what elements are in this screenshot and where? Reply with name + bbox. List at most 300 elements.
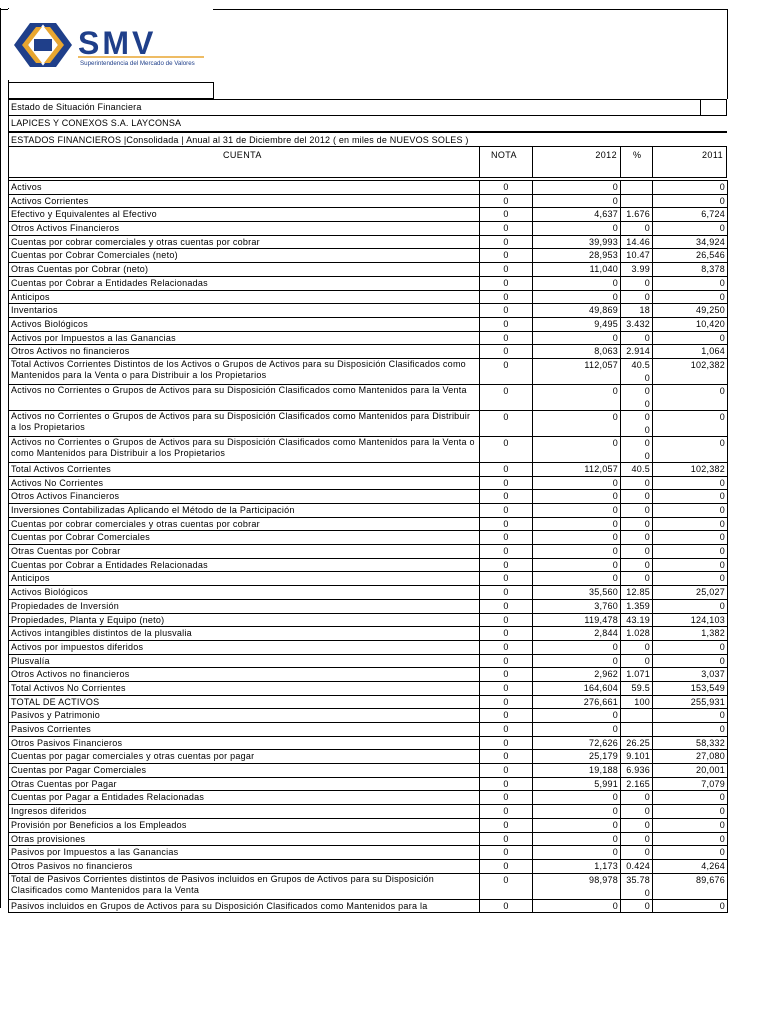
value-2012-cell: 0 xyxy=(533,791,621,805)
account-name-cell: Cuentas por Cobrar Comerciales (neto) xyxy=(9,249,480,263)
account-name-cell: Plusvalía xyxy=(9,654,480,668)
value-2011-cell: 102,382 xyxy=(653,462,728,476)
smv-emblem-icon xyxy=(14,23,72,67)
account-name-cell: Total de Pasivos Corrientes distintos de Pasivos incluidos en Grupos de Activos para su Disposición Clasificados como Mantenidos para la Venta xyxy=(9,873,480,899)
table-row xyxy=(9,586,728,600)
note-cell: 0 xyxy=(480,558,533,572)
percent-sub-value: 0 xyxy=(644,398,650,409)
value-2012-cell: 0 xyxy=(533,222,621,236)
account-name-cell: Activos No Corrientes xyxy=(9,476,480,490)
value-2011-cell: 0 xyxy=(653,558,728,572)
percent-cell: 0 xyxy=(621,791,653,805)
value-2011-cell: 49,250 xyxy=(653,304,728,318)
account-name-cell: Total Activos Corrientes Distintos de los Activos o Grupos de Activos para su Disposición Clasificados como Mantenidos para la Venta o para Distribuir a los Propietarios xyxy=(9,358,480,384)
percent-cell: 2.914 xyxy=(621,345,653,359)
account-name-cell: Otras Cuentas por Cobrar xyxy=(9,545,480,559)
value-2012-cell: 0 xyxy=(533,181,621,195)
percent-cell: 0 xyxy=(621,331,653,345)
table-row xyxy=(9,627,728,641)
account-name-cell: Otros Pasivos Financieros xyxy=(9,736,480,750)
value-2012-cell: 164,604 xyxy=(533,681,621,695)
value-2012-cell: 0 xyxy=(533,558,621,572)
value-2011-cell: 0 xyxy=(653,476,728,490)
value-2011-cell: 4,264 xyxy=(653,859,728,873)
value-2012-cell: 0 xyxy=(533,723,621,737)
period-description: ESTADOS FINANCIEROS |Consolidada | Anual al 31 de Diciembre del 2012 ( en miles de NUEVOS SOLES ) xyxy=(11,135,469,145)
value-2011-cell: 0 xyxy=(653,490,728,504)
percent-cell xyxy=(621,181,653,195)
value-2012-cell: 98,978 xyxy=(533,873,621,899)
table-row xyxy=(9,504,728,518)
table-row xyxy=(9,249,728,263)
percent-cell: 0 xyxy=(621,805,653,819)
col-pct-cell xyxy=(620,146,652,178)
table-row xyxy=(9,517,728,531)
value-2012-cell: 39,993 xyxy=(533,235,621,249)
value-2011-cell: 0 xyxy=(653,791,728,805)
table-row xyxy=(9,476,728,490)
note-cell: 0 xyxy=(480,764,533,778)
percent-sub-value: 0 xyxy=(644,450,650,461)
table-row xyxy=(9,263,728,277)
smv-logo xyxy=(8,9,213,80)
table-row xyxy=(9,695,728,709)
percent-cell: 43.19 xyxy=(621,613,653,627)
value-2011-cell: 0 xyxy=(653,723,728,737)
value-2012-cell: 0 xyxy=(533,476,621,490)
account-name-cell: Cuentas por Pagar a Entidades Relacionadas xyxy=(9,791,480,805)
value-2011-cell: 3,037 xyxy=(653,668,728,682)
value-2012-cell: 0 xyxy=(533,194,621,208)
note-cell: 0 xyxy=(480,805,533,819)
note-cell: 0 xyxy=(480,750,533,764)
account-name-cell: Otros Activos no financieros xyxy=(9,668,480,682)
value-2011-cell: 0 xyxy=(653,531,728,545)
account-name-cell: Cuentas por Cobrar a Entidades Relacionadas xyxy=(9,558,480,572)
note-cell: 0 xyxy=(480,627,533,641)
table-row xyxy=(9,276,728,290)
value-2012-cell: 0 xyxy=(533,276,621,290)
table-row xyxy=(9,304,728,318)
value-2011-cell: 26,546 xyxy=(653,249,728,263)
percent-cell: 40.5 xyxy=(621,462,653,476)
account-name-cell: Activos no Corrientes o Grupos de Activos para su Disposición Clasificados como Mantenidos para la Venta o como Mantenidos para Distribuir a los Propietarios xyxy=(9,436,480,462)
logo-text: SMV xyxy=(78,25,157,61)
table-row xyxy=(9,490,728,504)
account-name-cell: Total Activos Corrientes xyxy=(9,462,480,476)
value-2012-cell: 0 xyxy=(533,517,621,531)
value-2012-cell: 112,057 xyxy=(533,358,621,384)
note-cell: 0 xyxy=(480,222,533,236)
table-row xyxy=(9,384,728,410)
percent-cell: 0 xyxy=(621,832,653,846)
percent-cell: 3.99 xyxy=(621,263,653,277)
account-name-cell: Activos por impuestos diferidos xyxy=(9,640,480,654)
value-2011-cell: 25,027 xyxy=(653,586,728,600)
value-2012-cell: 72,626 xyxy=(533,736,621,750)
value-2011-cell: 0 xyxy=(653,410,728,436)
percent-cell: 1.071 xyxy=(621,668,653,682)
value-2012-cell: 3,760 xyxy=(533,599,621,613)
note-cell: 0 xyxy=(480,599,533,613)
percent-cell: 100 xyxy=(621,695,653,709)
note-cell: 0 xyxy=(480,709,533,723)
value-2012-cell: 0 xyxy=(533,490,621,504)
note-cell: 0 xyxy=(480,235,533,249)
blank-cell xyxy=(8,82,214,99)
table-row xyxy=(9,764,728,778)
value-2011-cell: 0 xyxy=(653,290,728,304)
value-2011-cell: 6,724 xyxy=(653,208,728,222)
value-2012-cell: 25,179 xyxy=(533,750,621,764)
account-name-cell: Ingresos diferidos xyxy=(9,805,480,819)
table-row xyxy=(9,750,728,764)
value-2011-cell: 27,080 xyxy=(653,750,728,764)
percent-cell: 6.936 xyxy=(621,764,653,778)
account-name-cell: Activos Biológicos xyxy=(9,586,480,600)
value-2011-cell: 0 xyxy=(653,846,728,860)
account-name-cell: Propiedades, Planta y Equipo (neto) xyxy=(9,613,480,627)
percent-cell: 0 xyxy=(621,476,653,490)
value-2012-cell: 4,637 xyxy=(533,208,621,222)
value-2011-cell: 89,676 xyxy=(653,873,728,899)
value-2011-cell: 0 xyxy=(653,832,728,846)
value-2012-cell: 119,478 xyxy=(533,613,621,627)
percent-cell: 35.78 0 xyxy=(621,873,653,899)
value-2011-cell: 34,924 xyxy=(653,235,728,249)
account-name-cell: Pasivos y Patrimonio xyxy=(9,709,480,723)
value-2011-cell: 20,001 xyxy=(653,764,728,778)
blank-cell xyxy=(700,99,727,116)
value-2011-cell: 0 xyxy=(653,805,728,819)
account-name-cell: Activos Biológicos xyxy=(9,317,480,331)
value-2012-cell: 0 xyxy=(533,899,621,913)
account-name-cell: Cuentas por Pagar Comerciales xyxy=(9,764,480,778)
percent-cell: 14.46 xyxy=(621,235,653,249)
table-row xyxy=(9,613,728,627)
percent-cell: 0 0 xyxy=(621,384,653,410)
col-nota-cell xyxy=(479,146,532,178)
percent-cell: 0 0 xyxy=(621,410,653,436)
table-row xyxy=(9,410,728,436)
value-2011-cell: 0 xyxy=(653,436,728,462)
value-2011-cell: 0 xyxy=(653,545,728,559)
report-title-row xyxy=(8,99,727,116)
value-2012-cell: 0 xyxy=(533,818,621,832)
value-2012-cell: 0 xyxy=(533,846,621,860)
table-row xyxy=(9,572,728,586)
value-2011-cell: 0 xyxy=(653,572,728,586)
value-2012-cell: 35,560 xyxy=(533,586,621,600)
table-row xyxy=(9,668,728,682)
table-row xyxy=(9,777,728,791)
value-2011-cell: 0 xyxy=(653,640,728,654)
table-row xyxy=(9,317,728,331)
value-2012-cell: 2,844 xyxy=(533,627,621,641)
account-name-cell: Activos Corrientes xyxy=(9,194,480,208)
column-header-row xyxy=(8,146,727,178)
right-border xyxy=(727,9,728,99)
table-row xyxy=(9,462,728,476)
account-name-cell: Activos intangibles distintos de la plusvalia xyxy=(9,627,480,641)
account-name-cell: Inventarios xyxy=(9,304,480,318)
value-2012-cell: 0 xyxy=(533,545,621,559)
value-2011-cell: 255,931 xyxy=(653,695,728,709)
table-row xyxy=(9,723,728,737)
value-2011-cell: 0 xyxy=(653,181,728,195)
table-row xyxy=(9,436,728,462)
table-row xyxy=(9,846,728,860)
account-name-cell: Otros Activos no financieros xyxy=(9,345,480,359)
value-2012-cell: 0 xyxy=(533,805,621,819)
col-2011-header: 2011 xyxy=(702,150,723,160)
value-2011-cell: 1,382 xyxy=(653,627,728,641)
col-2012-cell xyxy=(532,146,620,178)
percent-cell: 1.359 xyxy=(621,599,653,613)
percent-cell: 26.25 xyxy=(621,736,653,750)
table-row xyxy=(9,235,728,249)
account-name-cell: Cuentas por cobrar comerciales y otras cuentas por cobrar xyxy=(9,517,480,531)
note-cell: 0 xyxy=(480,613,533,627)
percent-sub-value: 0 xyxy=(644,424,650,435)
account-name-cell: Otras provisiones xyxy=(9,832,480,846)
note-cell: 0 xyxy=(480,668,533,682)
value-2011-cell: 0 xyxy=(653,517,728,531)
value-2012-cell: 8,063 xyxy=(533,345,621,359)
table-row xyxy=(9,181,728,195)
balance-sheet-table xyxy=(8,180,728,913)
value-2012-cell: 19,188 xyxy=(533,764,621,778)
account-name-cell: TOTAL DE ACTIVOS xyxy=(9,695,480,709)
value-2012-cell: 11,040 xyxy=(533,263,621,277)
percent-cell: 0 xyxy=(621,276,653,290)
note-cell: 0 xyxy=(480,681,533,695)
table-row xyxy=(9,805,728,819)
account-name-cell: Propiedades de Inversión xyxy=(9,599,480,613)
note-cell: 0 xyxy=(480,208,533,222)
table-row xyxy=(9,345,728,359)
note-cell: 0 xyxy=(480,276,533,290)
table-row xyxy=(9,736,728,750)
value-2012-cell: 0 xyxy=(533,832,621,846)
value-2012-cell: 276,661 xyxy=(533,695,621,709)
account-name-cell: Otros Activos Financieros xyxy=(9,490,480,504)
percent-cell: 0 0 xyxy=(621,436,653,462)
table-row xyxy=(9,558,728,572)
percent-sub-value: 0 xyxy=(644,887,650,898)
account-name-cell: Cuentas por Cobrar Comerciales xyxy=(9,531,480,545)
value-2011-cell: 0 xyxy=(653,504,728,518)
percent-cell: 0 xyxy=(621,545,653,559)
note-cell: 0 xyxy=(480,331,533,345)
table-row xyxy=(9,859,728,873)
note-cell: 0 xyxy=(480,436,533,462)
account-name-cell: Anticipos xyxy=(9,290,480,304)
note-cell: 0 xyxy=(480,476,533,490)
percent-cell: 12.85 xyxy=(621,586,653,600)
value-2012-cell: 0 xyxy=(533,654,621,668)
value-2012-cell: 1,173 xyxy=(533,859,621,873)
percent-cell xyxy=(621,709,653,723)
table-row xyxy=(9,290,728,304)
note-cell: 0 xyxy=(480,818,533,832)
percent-cell: 18 xyxy=(621,304,653,318)
account-name-cell: Otros Pasivos no financieros xyxy=(9,859,480,873)
col-pct-header: % xyxy=(633,150,642,160)
table-row xyxy=(9,873,728,899)
percent-cell: 0 xyxy=(621,290,653,304)
value-2011-cell: 0 xyxy=(653,818,728,832)
table-row xyxy=(9,899,728,913)
account-name-cell: Activos no Corrientes o Grupos de Activos para su Disposición Clasificados como Mantenidos para Distribuir a los Propietarios xyxy=(9,410,480,436)
value-2012-cell: 0 xyxy=(533,531,621,545)
percent-cell: 0 xyxy=(621,846,653,860)
left-margin-line xyxy=(0,8,1,908)
note-cell: 0 xyxy=(480,290,533,304)
value-2011-cell: 7,079 xyxy=(653,777,728,791)
percent-cell: 40.5 0 xyxy=(621,358,653,384)
percent-cell xyxy=(621,723,653,737)
balance-sheet-body xyxy=(9,181,728,913)
note-cell: 0 xyxy=(480,545,533,559)
percent-cell: 59.5 xyxy=(621,681,653,695)
table-row xyxy=(9,331,728,345)
note-cell: 0 xyxy=(480,640,533,654)
percent-cell: 0 xyxy=(621,531,653,545)
account-name-cell: Activos xyxy=(9,181,480,195)
percent-cell: 2.165 xyxy=(621,777,653,791)
value-2011-cell: 0 xyxy=(653,709,728,723)
col-2012-header: 2012 xyxy=(595,150,617,160)
account-name-cell: Cuentas por pagar comerciales y otras cuentas por pagar xyxy=(9,750,480,764)
account-name-cell: Pasivos Corrientes xyxy=(9,723,480,737)
table-row xyxy=(9,545,728,559)
value-2012-cell: 0 xyxy=(533,709,621,723)
note-cell: 0 xyxy=(480,572,533,586)
note-cell: 0 xyxy=(480,504,533,518)
percent-cell: 10.47 xyxy=(621,249,653,263)
note-cell: 0 xyxy=(480,345,533,359)
company-name: LAPICES Y CONEXOS S.A. LAYCONSA xyxy=(11,118,182,128)
note-cell: 0 xyxy=(480,859,533,873)
table-row xyxy=(9,709,728,723)
note-cell: 0 xyxy=(480,410,533,436)
percent-cell: 0.424 xyxy=(621,859,653,873)
value-2012-cell: 28,953 xyxy=(533,249,621,263)
value-2012-cell: 49,869 xyxy=(533,304,621,318)
account-name-cell: Otras Cuentas por Cobrar (neto) xyxy=(9,263,480,277)
value-2011-cell: 0 xyxy=(653,384,728,410)
note-cell: 0 xyxy=(480,736,533,750)
table-row xyxy=(9,640,728,654)
value-2011-cell: 124,103 xyxy=(653,613,728,627)
note-cell: 0 xyxy=(480,873,533,899)
value-2011-cell: 0 xyxy=(653,222,728,236)
percent-cell: 1.028 xyxy=(621,627,653,641)
value-2012-cell: 5,991 xyxy=(533,777,621,791)
account-name-cell: Total Activos No Corrientes xyxy=(9,681,480,695)
value-2011-cell: 0 xyxy=(653,599,728,613)
table-row xyxy=(9,654,728,668)
value-2012-cell: 0 xyxy=(533,572,621,586)
value-2012-cell: 0 xyxy=(533,331,621,345)
value-2012-cell: 2,962 xyxy=(533,668,621,682)
note-cell: 0 xyxy=(480,181,533,195)
table-row xyxy=(9,681,728,695)
company-row xyxy=(8,115,727,132)
period-row xyxy=(8,132,727,147)
note-cell: 0 xyxy=(480,490,533,504)
account-name-cell: Inversiones Contabilizadas Aplicando el Método de la Participación xyxy=(9,504,480,518)
col-2011-cell xyxy=(652,146,727,178)
value-2011-cell: 58,332 xyxy=(653,736,728,750)
note-cell: 0 xyxy=(480,249,533,263)
percent-cell: 0 xyxy=(621,640,653,654)
account-name-cell: Otros Activos Financieros xyxy=(9,222,480,236)
note-cell: 0 xyxy=(480,531,533,545)
percent-cell: 9.101 xyxy=(621,750,653,764)
value-2012-cell: 0 xyxy=(533,290,621,304)
percent-cell: 0 xyxy=(621,558,653,572)
account-name-cell: Pasivos por Impuestos a las Ganancias xyxy=(9,846,480,860)
value-2012-cell: 0 xyxy=(533,640,621,654)
table-row xyxy=(9,531,728,545)
note-cell: 0 xyxy=(480,384,533,410)
value-2011-cell: 10,420 xyxy=(653,317,728,331)
value-2012-cell: 0 xyxy=(533,436,621,462)
note-cell: 0 xyxy=(480,654,533,668)
table-row xyxy=(9,208,728,222)
account-name-cell: Cuentas por Cobrar a Entidades Relacionadas xyxy=(9,276,480,290)
table-row xyxy=(9,358,728,384)
value-2011-cell: 0 xyxy=(653,899,728,913)
account-name-cell: Anticipos xyxy=(9,572,480,586)
note-cell: 0 xyxy=(480,263,533,277)
col-nota-header: NOTA xyxy=(491,150,517,160)
logo-subtitle: Superintendencia del Mercado de Valores xyxy=(80,60,195,67)
account-name-cell: Pasivos incluidos en Grupos de Activos para su Disposición Clasificados como Mantenidos para la xyxy=(9,899,480,913)
account-name-cell: Activos por Impuestos a las Ganancias xyxy=(9,331,480,345)
value-2011-cell: 1,064 xyxy=(653,345,728,359)
percent-cell: 0 xyxy=(621,818,653,832)
note-cell: 0 xyxy=(480,462,533,476)
percent-cell: 0 xyxy=(621,572,653,586)
percent-cell: 0 xyxy=(621,504,653,518)
note-cell: 0 xyxy=(480,695,533,709)
value-2012-cell: 0 xyxy=(533,504,621,518)
percent-cell: 1.676 xyxy=(621,208,653,222)
account-name-cell: Provisión por Beneficios a los Empleados xyxy=(9,818,480,832)
value-2011-cell: 0 xyxy=(653,654,728,668)
percent-sub-value: 0 xyxy=(644,372,650,383)
value-2012-cell: 0 xyxy=(533,384,621,410)
value-2012-cell: 0 xyxy=(533,410,621,436)
table-row xyxy=(9,599,728,613)
note-cell: 0 xyxy=(480,832,533,846)
table-row xyxy=(9,791,728,805)
percent-cell xyxy=(621,194,653,208)
note-cell: 0 xyxy=(480,358,533,384)
value-2011-cell: 153,549 xyxy=(653,681,728,695)
percent-cell: 0 xyxy=(621,222,653,236)
note-cell: 0 xyxy=(480,791,533,805)
note-cell: 0 xyxy=(480,777,533,791)
value-2011-cell: 0 xyxy=(653,194,728,208)
note-cell: 0 xyxy=(480,194,533,208)
percent-cell: 3.432 xyxy=(621,317,653,331)
table-row xyxy=(9,194,728,208)
percent-cell: 0 xyxy=(621,654,653,668)
